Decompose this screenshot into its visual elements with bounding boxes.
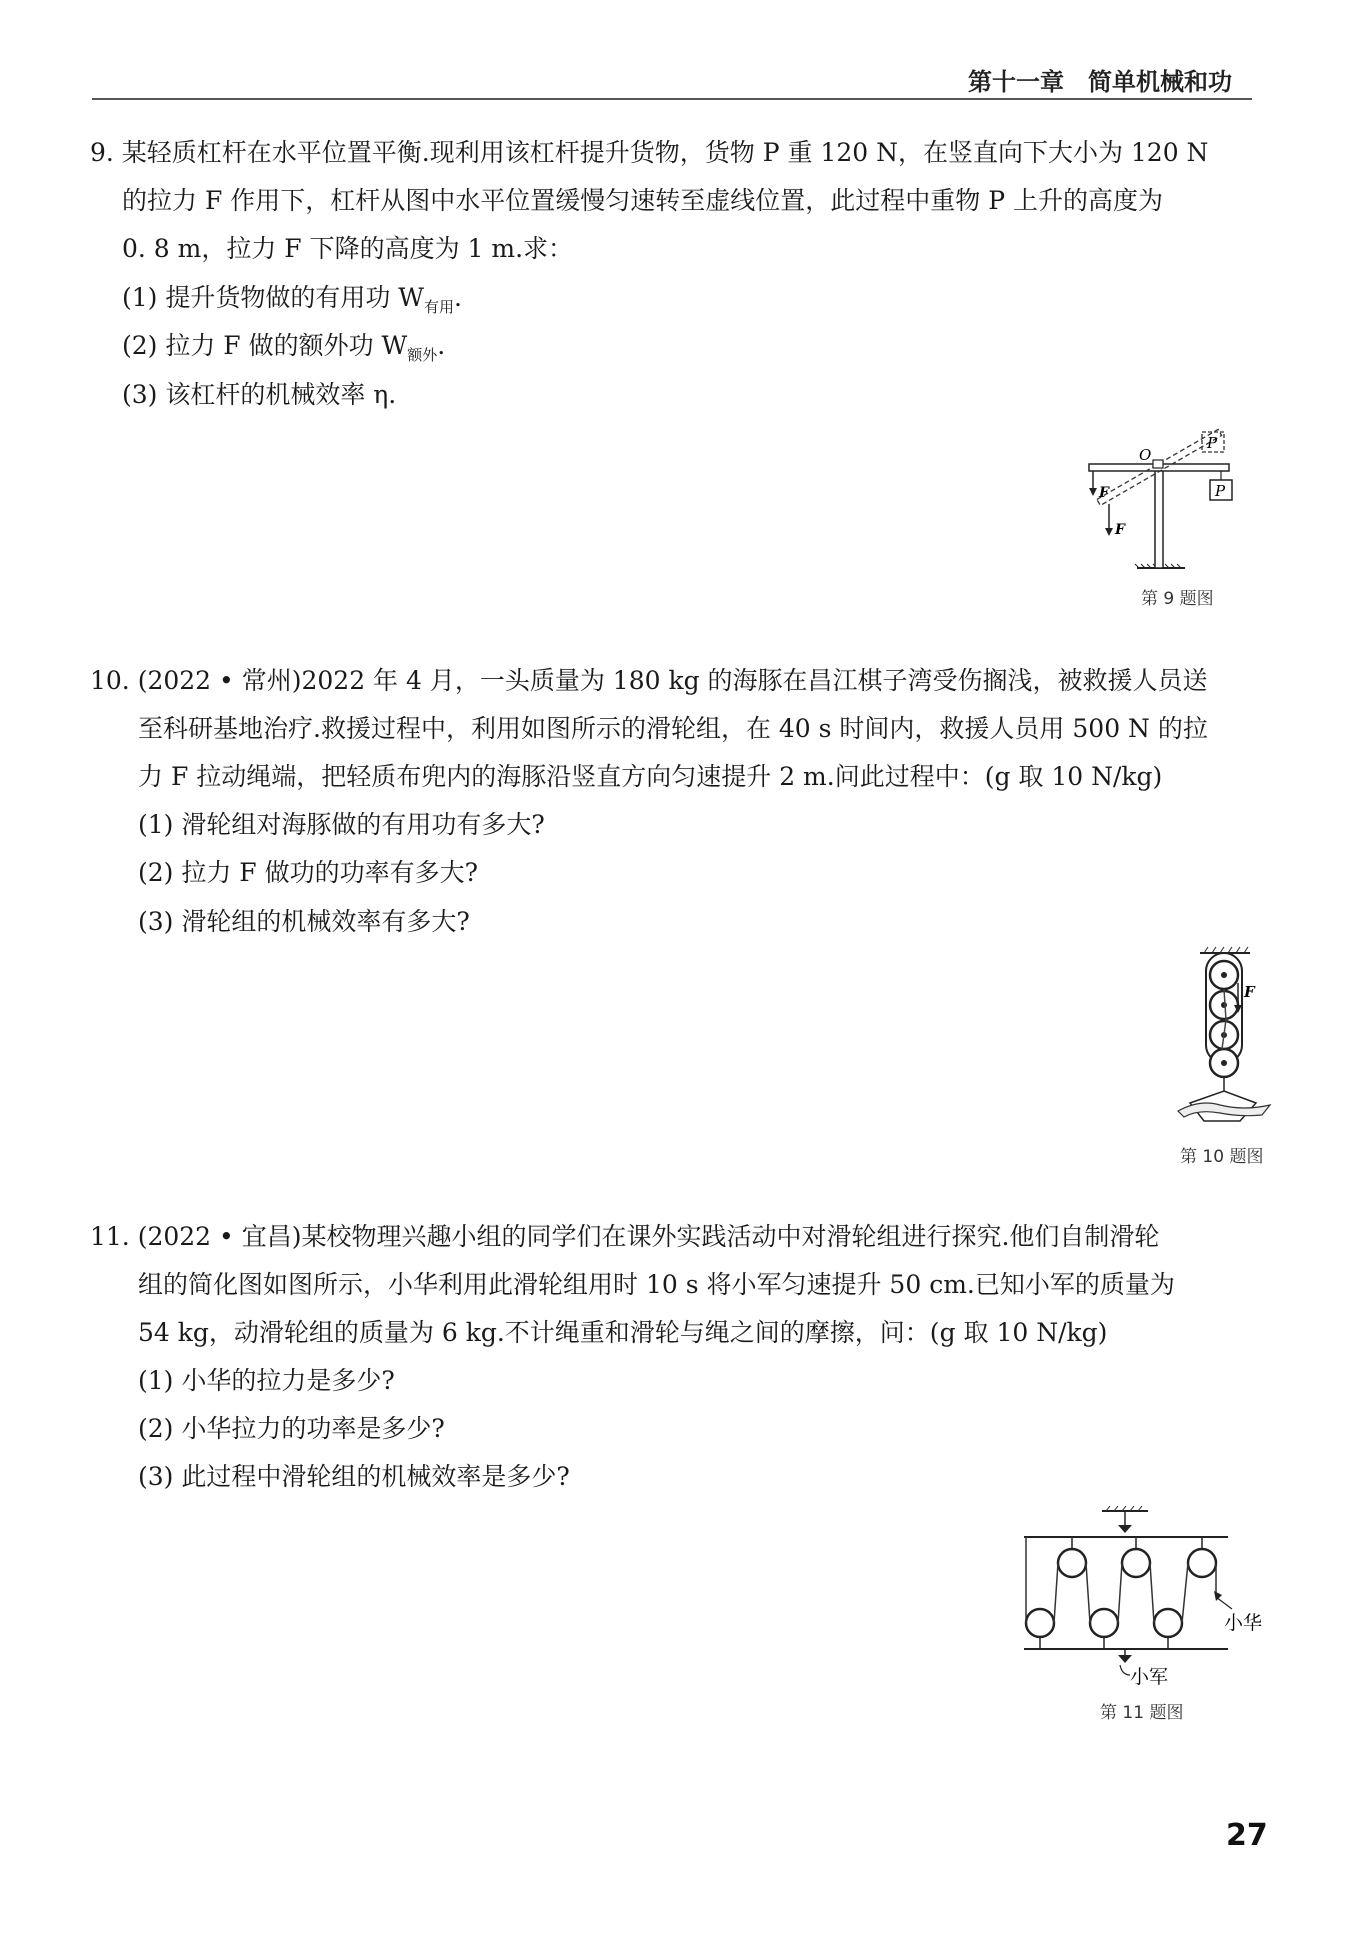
q9-line-1: 9. 某轻质杠杆在水平位置平衡.现利用该杠杆提升货物，货物 P 重 120 N，在竖直向下大小为 120 N	[90, 138, 1209, 167]
q9-sub-2-end: .	[437, 331, 446, 360]
q10-line-2: 至科研基地治疗.救援过程中，利用如图所示的滑轮组，在 40 s 时间内，救援人员用 500 N 的拉	[138, 714, 1208, 743]
q9-sub-1-text: (1) 提升货物做的有用功 W	[122, 283, 425, 312]
weight-label: P	[1215, 482, 1226, 500]
q9-line-2: 的拉力 F 作用下，杠杆从图中水平位置缓慢匀速转至虚线位置，此过程中重物 P 上升的高度为	[122, 186, 1163, 215]
chapter-header	[92, 58, 1252, 100]
q9-sub-2-subscript: 额外	[407, 346, 438, 364]
q9-sub-2	[122, 331, 445, 370]
q9-sub-1-end: .	[454, 283, 462, 312]
q10-line-3: 力 F 拉动绳端，把轻质布兜内的海豚沿竖直方向匀速提升 2 m.问此过程中：(g 取 10 N/kg)	[138, 762, 1163, 791]
q11-line-2: 组的简化图如图所示，小华利用此滑轮组用时 10 s 将小军匀速提升 50 cm.已知小军的质量为	[138, 1270, 1175, 1299]
q10-sub-2: (2) 拉力 F 做功的功率有多大?	[138, 858, 479, 887]
q10-sub-1: (1) 滑轮组对海豚做的有用功有多大?	[138, 810, 545, 839]
force-label-2: F	[1115, 522, 1125, 538]
weight-raised-label: P	[1207, 434, 1218, 452]
q9-figure-caption: 第 9 题图	[1141, 589, 1214, 609]
q9-sub-3: (3) 该杠杆的机械效率 η.	[122, 380, 397, 409]
q9-sub-2-text: (2) 拉力 F 做的额外功 W	[122, 331, 408, 360]
q9-sub-1-subscript: 有用	[424, 298, 455, 316]
q11-line-1: 11. (2022 • 宜昌)某校物理兴趣小组的同学们在课外实践活动中对滑轮组进行探究.他们自制滑轮	[90, 1222, 1160, 1251]
q10-line-1: 10. (2022 • 常州)2022 年 4 月，一头质量为 180 kg 的海豚在昌江棋子湾受伤搁浅，被救援人员送	[90, 666, 1208, 695]
lifted-label: 小军	[1130, 1666, 1169, 1688]
lever-pivot-label: O	[1139, 446, 1152, 464]
lever-diagram	[1085, 420, 1265, 570]
q11-sub-1: (1) 小华的拉力是多少?	[138, 1366, 395, 1395]
q9-sub-1	[122, 283, 462, 322]
q11-sub-2: (2) 小华拉力的功率是多少?	[138, 1414, 445, 1443]
q11-line-3: 54 kg，动滑轮组的质量为 6 kg.不计绳重和滑轮与绳之间的摩擦，问：(g 取 10 N/kg)	[138, 1318, 1108, 1347]
pulley-system-diagram	[1018, 1505, 1278, 1705]
q11-sub-3: (3) 此过程中滑轮组的机械效率是多少?	[138, 1462, 570, 1491]
q10-figure-caption: 第 10 题图	[1180, 1147, 1264, 1167]
q11-figure-caption: 第 11 题图	[1100, 1703, 1184, 1723]
pulley-force-label: F	[1244, 983, 1255, 1001]
q10-sub-3: (3) 滑轮组的机械效率有多大?	[138, 907, 470, 936]
force-label: F	[1099, 485, 1109, 501]
chapter-title: 第十一章 简单机械和功	[968, 68, 1232, 96]
page-number: 27	[1226, 1818, 1268, 1853]
q9-line-3: 0. 8 m，拉力 F 下降的高度为 1 m.求：	[122, 234, 574, 263]
puller-label: 小华	[1224, 1612, 1263, 1634]
pulley-block-diagram	[1170, 945, 1280, 1135]
